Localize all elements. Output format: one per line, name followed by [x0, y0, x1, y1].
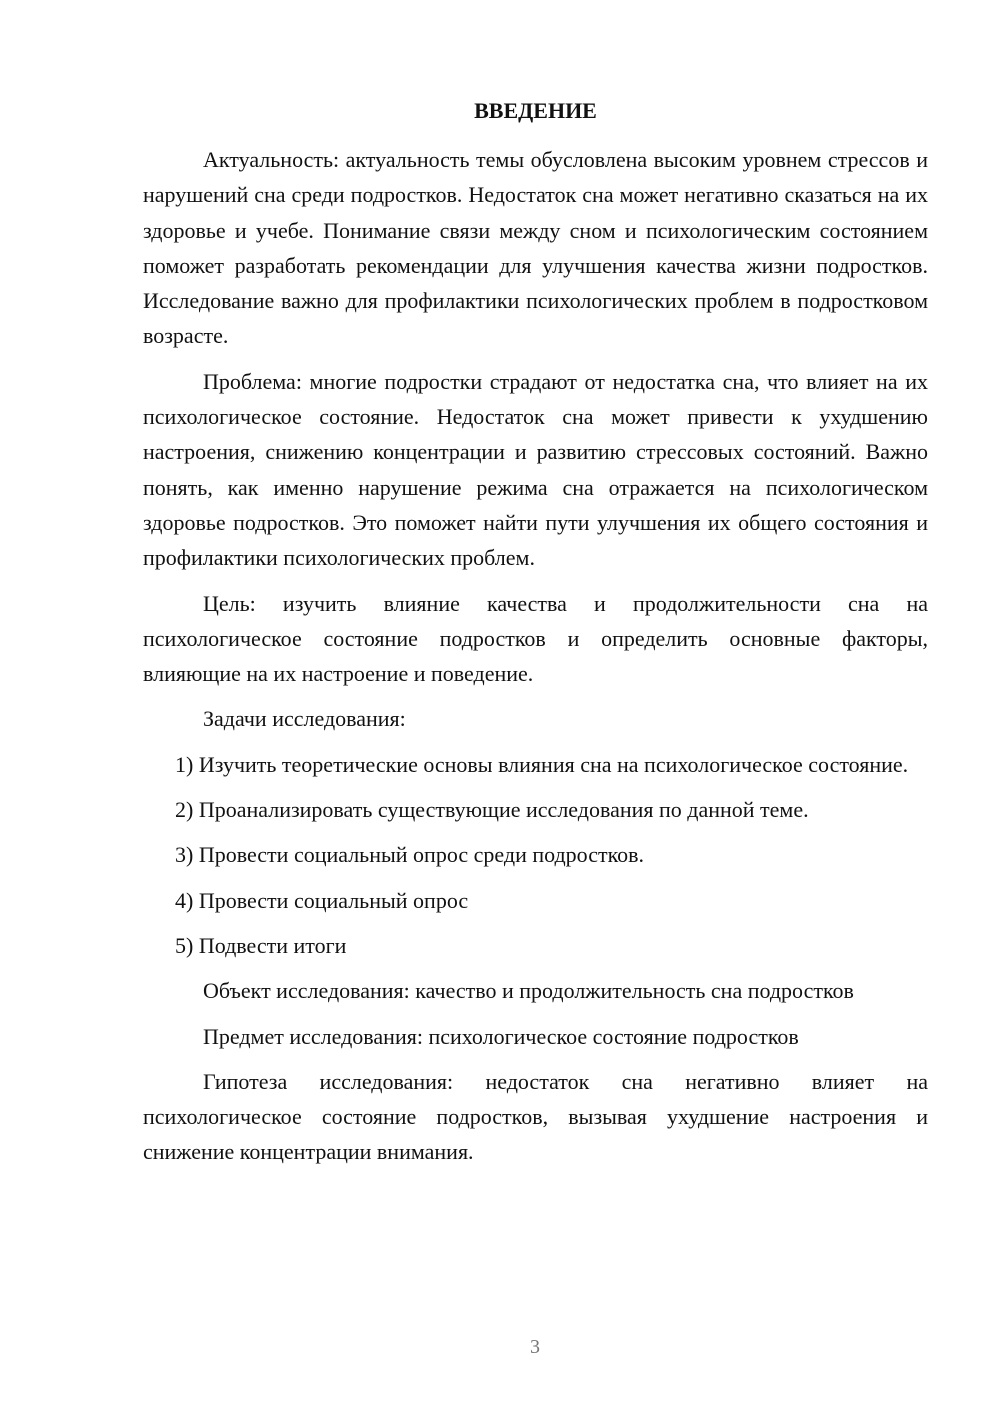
paragraph-relevance: Актуальность: актуальность темы обусловлена высоким уровнем стрессов и нарушений сна среди подростков. Недостаток сна может негативно сказаться на их здоровье и учебе. Понимание связи между сном и психологическим состоянием поможет разработать рекомендации для улучшения качества жизни подростков. Исследование важно для профилактики психологических проблем в подростковом возрасте.: [143, 147, 928, 349]
paragraph-object: Объект исследования: качество и продолжительность сна подростков: [203, 978, 854, 1004]
document-body: [143, 142, 928, 1180]
paragraph-subject: Предмет исследования: психологическое состояние подростков: [203, 1023, 799, 1049]
page-number: 3: [530, 1336, 540, 1358]
page-title: ВВЕДЕНИЕ: [474, 98, 597, 123]
task-item-3: 3) Провести социальный опрос среди подростков.: [175, 842, 645, 868]
task-item-5: 5) Подвести итоги: [175, 932, 347, 958]
task-item-4: 4) Провести социальный опрос: [175, 887, 469, 913]
paragraph-hypothesis: Гипотеза исследования: недостаток сна негативно влияет на психологическое состояние подростков, вызывая ухудшение настроения и снижение концентрации внимания.: [143, 1068, 928, 1165]
paragraph-problem: Проблема: многие подростки страдают от недостатка сна, что влияет на их психологическое состояние. Недостаток сна может привести к ухудшению настроения, снижению концентрации и развитию стрессовых состояний. Важно понять, как именно нарушение режима сна отражается на психологическом здоровье подростков. Это поможет найти пути улучшения их общего состояния и профилактики психологических проблем.: [143, 368, 928, 571]
task-item-1: 1) Изучить теоретические основы влияния сна на психологическое состояние.: [175, 751, 909, 777]
paragraph-goal: Цель: изучить влияние качества и продолжительности сна на психологическое состояние подростков и определить основные факторы, влияющие на их настроение и поведение.: [143, 590, 928, 687]
task-item-2: 2) Проанализировать существующие исследования по данной теме.: [175, 797, 809, 823]
paragraph-tasks-heading: Задачи исследования:: [203, 706, 406, 732]
